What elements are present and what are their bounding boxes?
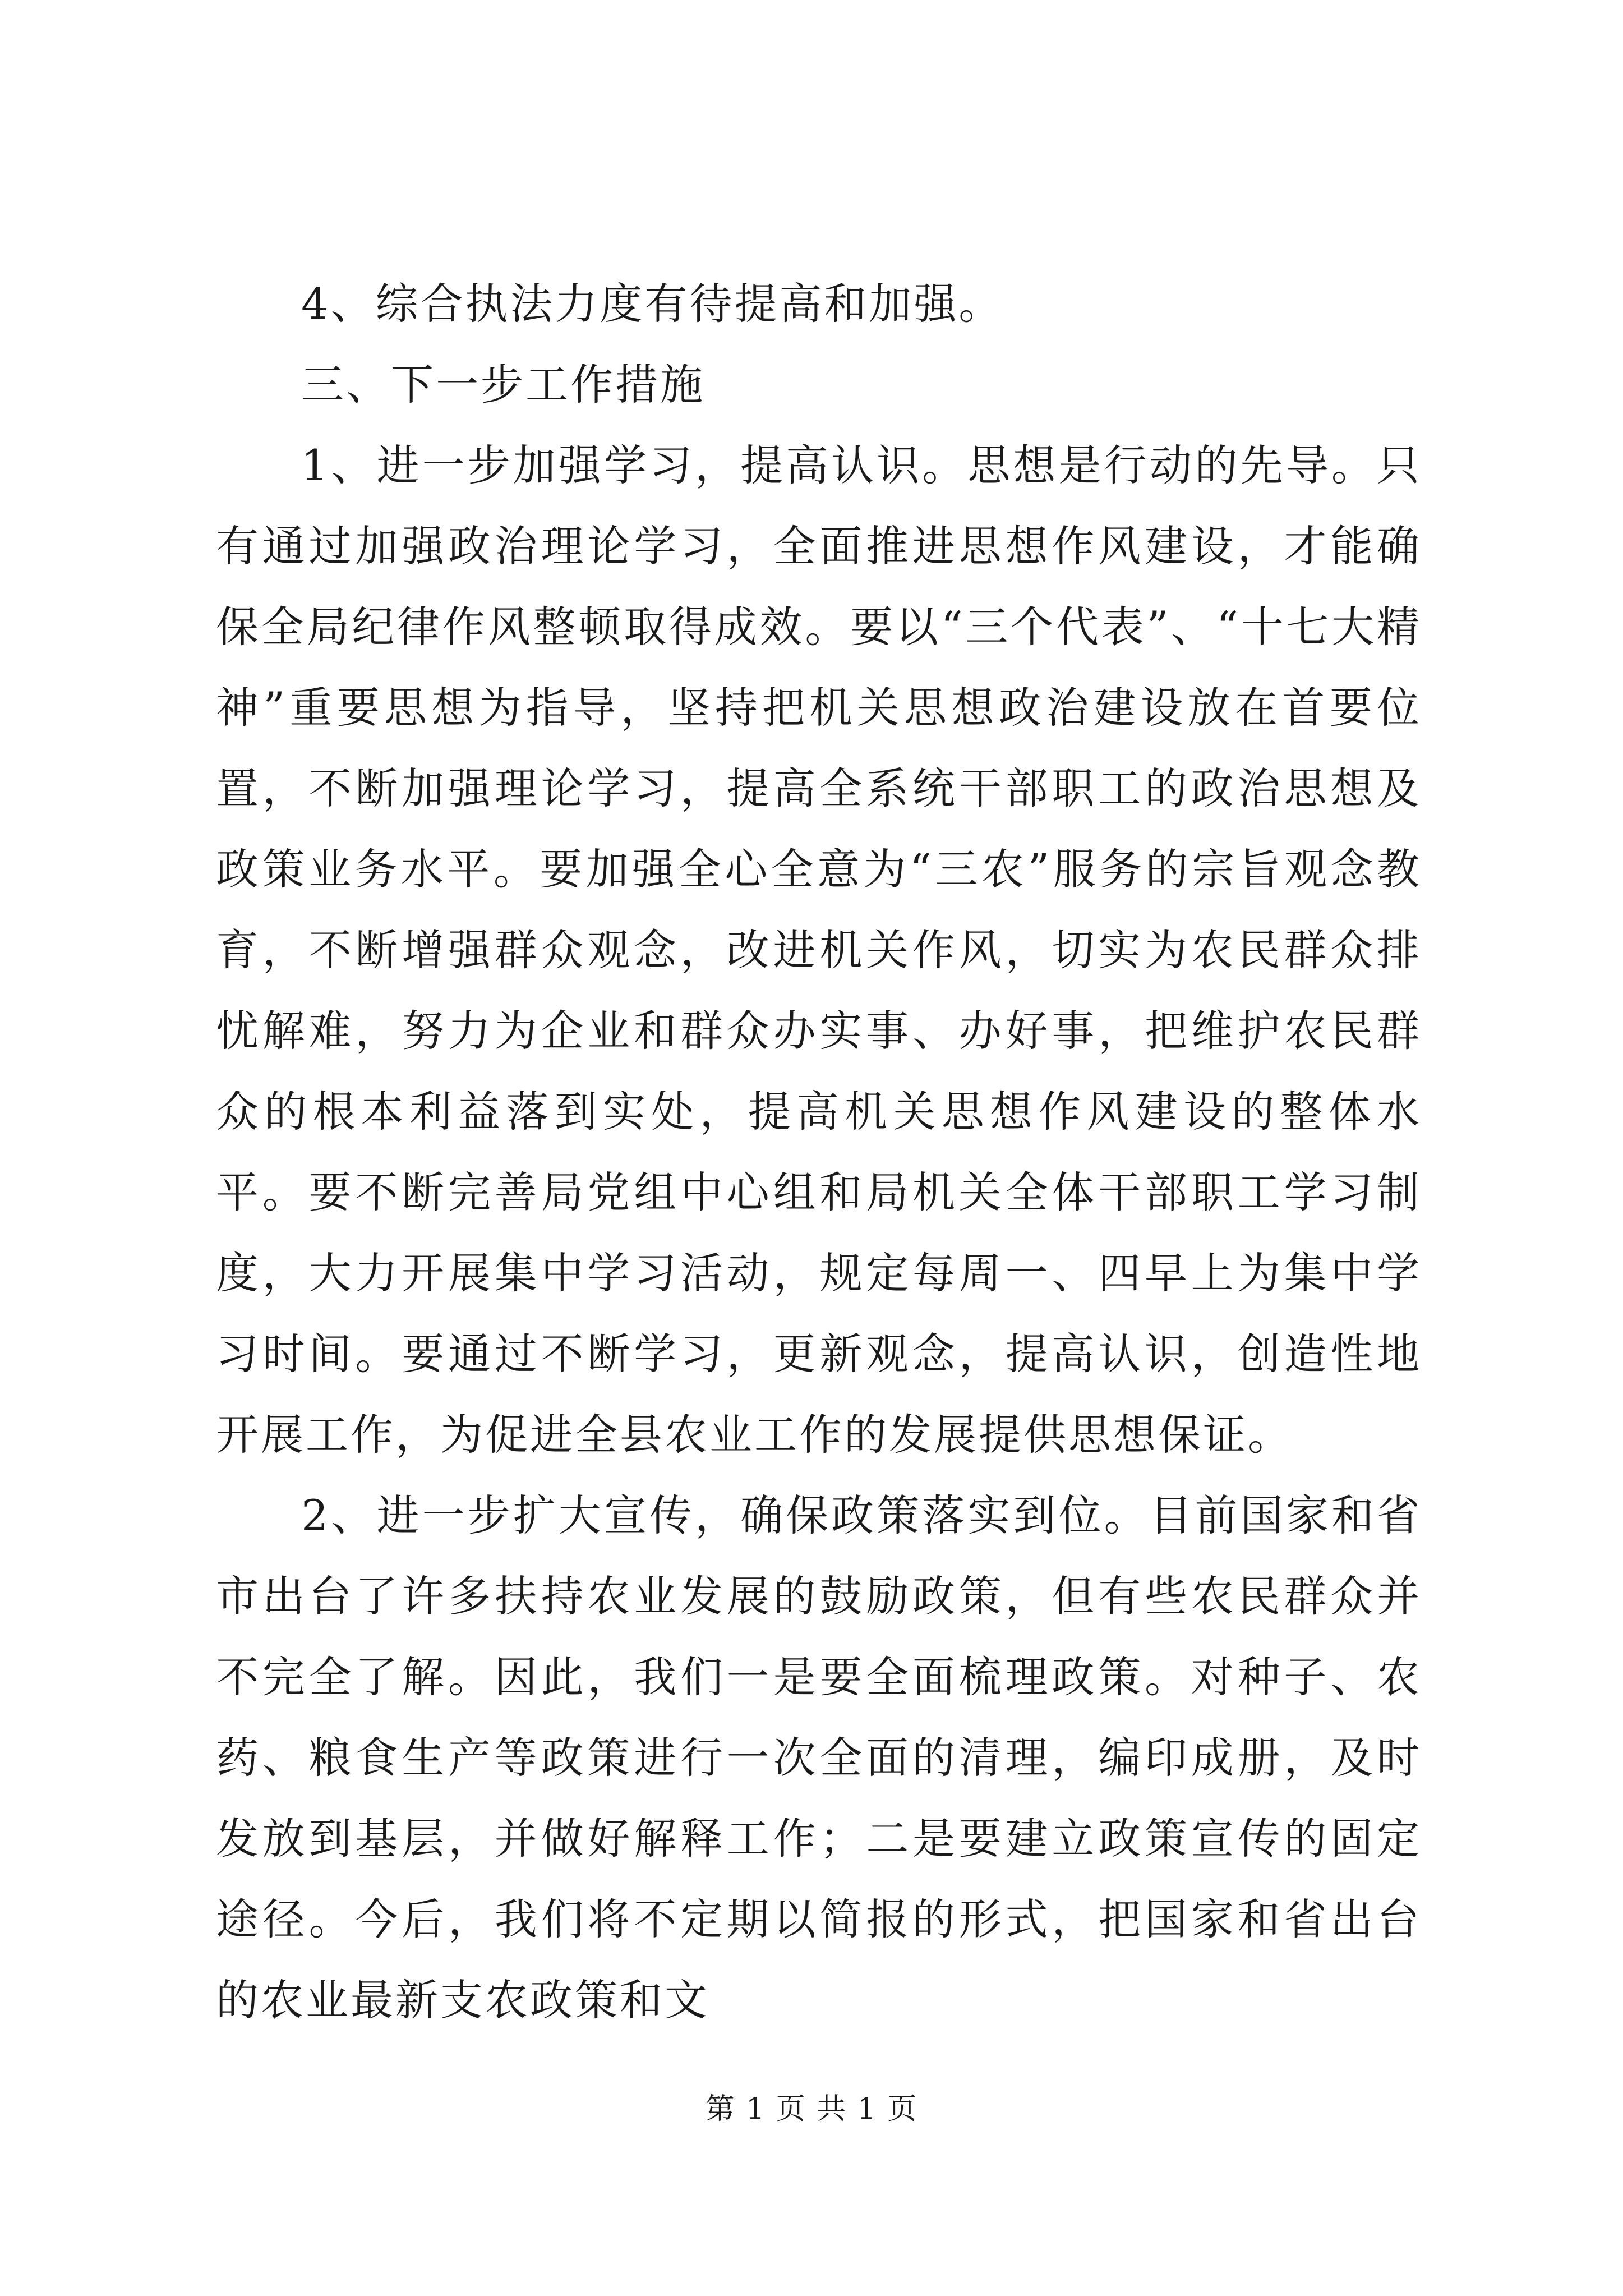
page-footer: 第 1 页 共 1 页 [705,2092,918,2126]
paragraph-item-4: 4、综合执法力度有待提高和加强。 [301,279,1004,329]
paragraph-measure-1: 1、进一步加强学习，提高认识。思想是行动的先导。只有通过加强政治理论学习，全面推进思想作风建设，才能确保全局纪律作风整顿取得成效。要以“三个代表”、“十七大精神”重要思想为指导，坚持把机关思想政治建设放在首要位置，不断加强理论学习，提高全系统干部职工的政治思想及政策业务水平。要加强全心全意为“三农”服务的宗旨观念教育，不断增强群众观念，改进机关作风，切实为农民群众排忧解难，努力为企业和群众办实事、办好事，把维护农民群众的根本利益落到实处，提高机关思想作风建设的整体水平。要不断完善局党组中心组和局机关全体干部职工学习制度，大力开展集中学习活动，规定每周一、四早上为集中学习时间。要通过不断学习，更新观念，提高认识，创造性地开展工作，为促进全县农业工作的发展提供思想保证。 [216,440,1422,1460]
document-body [216,264,1422,2041]
section-heading-next-steps: 三、下一步工作措施 [301,360,705,409]
paragraph-measure-2: 2、进一步扩大宣传，确保政策落实到位。目前国家和省市出台了许多扶持农业发展的鼓励政策，但有些农民群众并不完全了解。因此，我们一是要全面梳理政策。对种子、农药、粮食生产等政策进行一次全面的清理，编印成册，及时发放到基层，并做好解释工作；二是要建立政策宣传的固定途径。今后，我们将不定期以简报的形式，把国家和省出台的农业最新支农政策和文 [216,1490,1422,2025]
